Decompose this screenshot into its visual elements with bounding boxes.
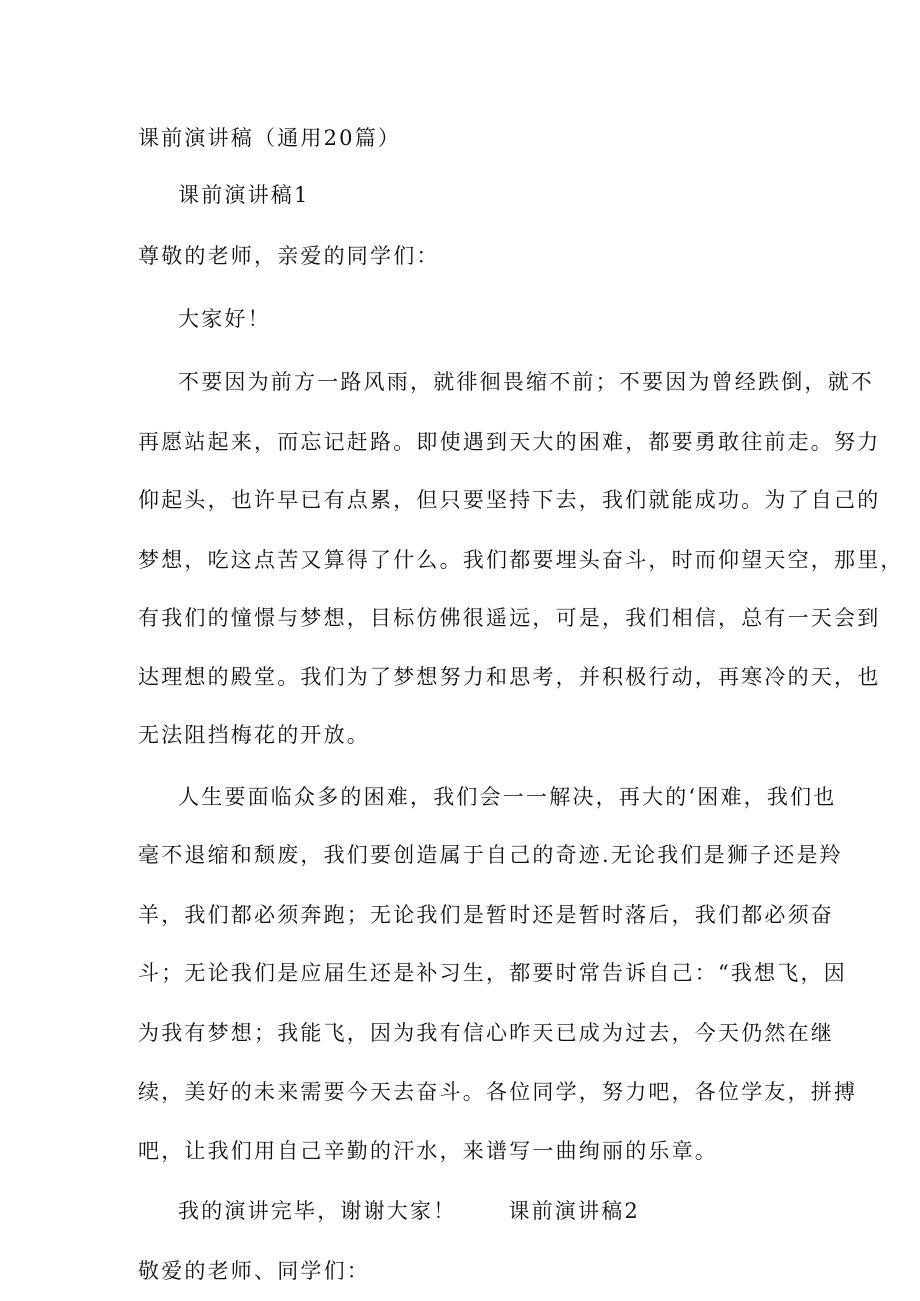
closing-text: 我的演讲完毕，谢谢大家！ bbox=[178, 1199, 457, 1223]
closing-line bbox=[178, 1198, 640, 1224]
section-heading-2: 课前演讲稿2 bbox=[508, 1199, 640, 1223]
greeting: 大家好！ bbox=[178, 307, 271, 331]
salutation-1: 尊敬的老师，亲爱的同学们： bbox=[138, 244, 440, 268]
document-title: 课前演讲稿（通用20篇） bbox=[138, 126, 402, 150]
salutation-2: 敬爱的老师、同学们： bbox=[138, 1259, 370, 1283]
paragraph-line: 达理想的殿堂。我们为了梦想努力和思考，并积极行动，再寒冷的天，也 bbox=[138, 665, 881, 689]
paragraph-line: 吧，让我们用自己辛勤的汗水，来谱写一曲绚丽的乐章。 bbox=[138, 1139, 718, 1163]
paragraph-line: 有我们的憧憬与梦想，目标仿佛很遥远，可是，我们相信，总有一天会到 bbox=[138, 606, 881, 630]
section-heading-1: 课前演讲稿1 bbox=[178, 183, 310, 207]
paragraph-line: 人生要面临众多的困难，我们会一一解决，再大的‘困难，我们也 bbox=[178, 785, 837, 809]
paragraph-line: 梦想，吃这点苦又算得了什么。我们都要埋头奋斗，时而仰望天空，那里， bbox=[138, 548, 904, 572]
paragraph-line: 不要因为前方一路风雨，就徘徊畏缩不前；不要因为曾经跌倒，就不 bbox=[178, 370, 874, 394]
paragraph-line: 续，美好的未来需要今天去奋斗。各位同学，努力吧，各位学友，拼搏 bbox=[138, 1080, 858, 1104]
paragraph-line: 羊，我们都必须奔跑；无论我们是暂时还是暂时落后，我们都必须奋 bbox=[138, 903, 834, 927]
paragraph-line: 无法阻挡梅花的开放。 bbox=[138, 723, 370, 747]
paragraph-line: 斗；无论我们是应届生还是补习生，都要时常告诉自己：“我想飞，因 bbox=[138, 961, 847, 985]
paragraph-line: 为我有梦想；我能飞，因为我有信心昨天已成为过去，今天仍然在继 bbox=[138, 1021, 834, 1045]
paragraph-line: 仰起头，也许早已有点累，但只要坚持下去，我们就能成功。为了自己的 bbox=[138, 488, 881, 512]
paragraph-line: 毫不退缩和颓废，我们要创造属于自己的奇迹.无论我们是狮子还是羚 bbox=[138, 843, 843, 867]
paragraph-line: 再愿站起来，而忘记赶路。即使遇到天大的困难，都要勇敢往前走。努力 bbox=[138, 430, 881, 454]
